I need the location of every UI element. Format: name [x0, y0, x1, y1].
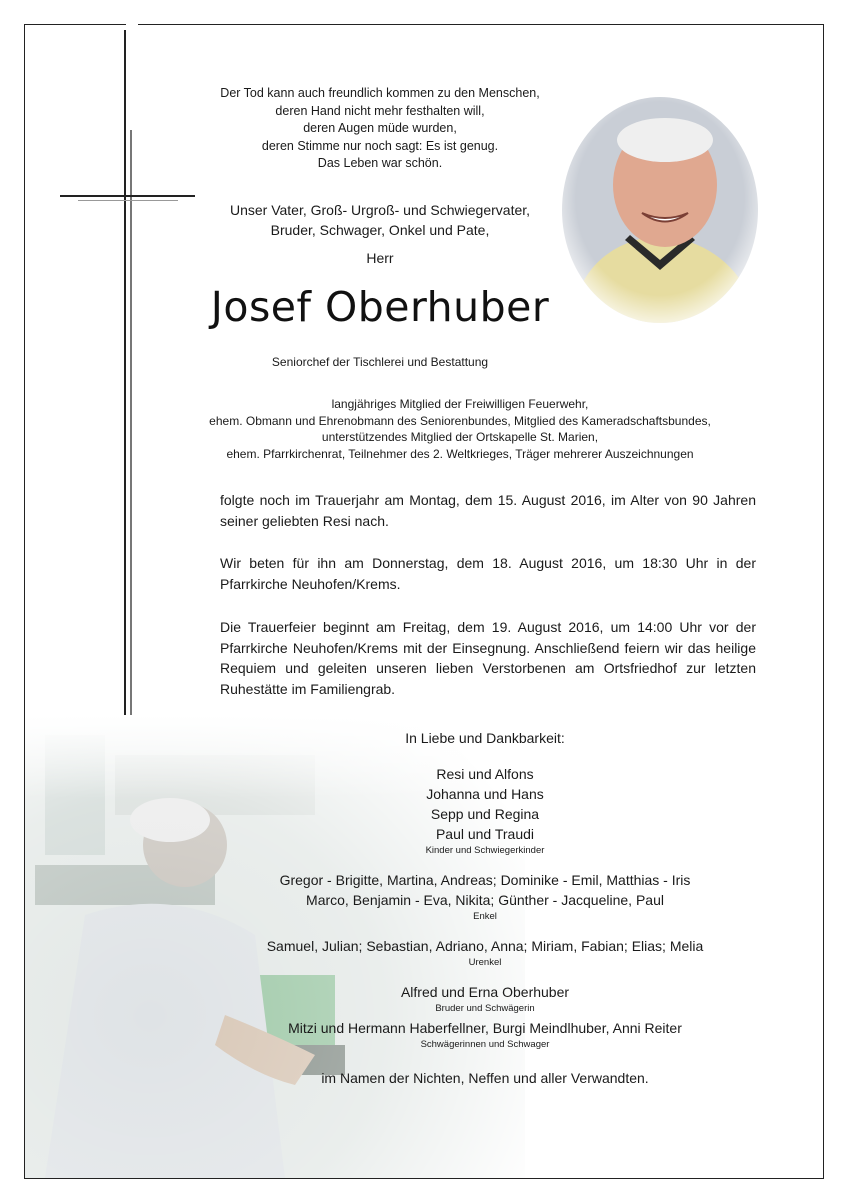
children-name: Sepp und Regina [430, 806, 540, 822]
brother-role: Bruder und Schwägerin [435, 1003, 535, 1014]
function-line: ehem. Pfarrkirchenrat, Teilnehmer des 2. Weltkrieges, Träger mehrerer Auszeichnungen [226, 446, 694, 461]
funeral-paragraph: Die Trauerfeier beginnt am Freitag, dem 19. August 2016, um 14:00 Uhr vor der Pfarrkirche Neuhofen/Krems mit der Einsegnung. Anschließend feiern wir das heilige Requiem und geleiten unseren lieben Verstorbenen am Ortsfriedhof zur letzten Ruhestätte im Familiengrab. [220, 619, 756, 697]
frame-gap [126, 20, 138, 30]
grandchildren-line: Gregor - Brigitte, Martina, Andreas; Dominike - Emil, Matthias - Iris [279, 872, 691, 888]
mourners [240, 730, 730, 1086]
poem-line: deren Augen müde wurden, [303, 121, 457, 135]
deceased-name: Josef Oberhuber [210, 283, 550, 331]
children-role: Kinder und Schwiegerkinder [425, 845, 545, 856]
mourners-intro: In Liebe und Dankbarkeit: [405, 730, 565, 746]
deceased-subtitle: Seniorchef der Tischlerei und Bestattung [271, 355, 489, 369]
intro-line: Unser Vater, Groß- Urgroß- und Schwiegervater, [229, 202, 531, 218]
poem [160, 85, 600, 173]
deceased-functions [200, 396, 720, 462]
great-grandchildren-role: Urenkel [468, 957, 502, 968]
children-name: Resi und Alfons [436, 766, 534, 782]
cross-vertical-line [124, 30, 126, 740]
function-line: unterstützendes Mitglied der Ortskapelle St. Marien, [321, 430, 599, 444]
poem-line: deren Stimme nur noch sagt: Es ist genug. [261, 138, 499, 153]
great-grandchildren-line: Samuel, Julian; Sebastian, Adriano, Anna; Miriam, Fabian; Elias; Melia [266, 938, 704, 954]
poem-line: deren Hand nicht mehr festhalten will, [275, 103, 485, 118]
grandchildren-line: Marco, Benjamin - Eva, Nikita; Günther - Jacqueline, Paul [306, 892, 664, 908]
children-name: Paul und Traudi [435, 826, 535, 842]
sisters-line: Mitzi und Hermann Haberfellner, Burgi Meindlhuber, Anni Reiter [288, 1020, 682, 1036]
poem-line: Der Tod kann auch freundlich kommen zu den Menschen, [220, 86, 540, 100]
brother-line: Alfred und Erna Oberhuber [400, 984, 570, 1000]
closing-line: im Namen der Nichten, Neffen und aller Verwandten. [321, 1070, 649, 1086]
intro-line: Bruder, Schwager, Onkel und Pate, [270, 222, 490, 238]
sisters-role: Schwägerinnen und Schwager [420, 1039, 550, 1050]
function-line: langjähriges Mitglied der Freiwilligen Feuerwehr, [331, 397, 589, 411]
cross-horizontal-line [60, 195, 195, 197]
intro [160, 200, 600, 240]
function-line: ehem. Obmann und Ehrenobmann des Seniorenbundes, Mitglied des Kameradschaftsbundes, [209, 413, 711, 428]
honorific: Herr [366, 250, 394, 266]
grandchildren-role: Enkel [473, 911, 497, 922]
prayer-paragraph: Wir beten für ihn am Donnerstag, dem 18. August 2016, um 18:30 Uhr in der Pfarrkirche Neuhofen/Krems. [220, 555, 756, 592]
poem-line: Das Leben war schön. [317, 156, 443, 170]
death-paragraph: folgte noch im Trauerjahr am Montag, dem 15. August 2016, im Alter von 90 Jahren seiner geliebten Resi nach. [220, 492, 756, 529]
children-name: Johanna und Hans [426, 786, 544, 802]
